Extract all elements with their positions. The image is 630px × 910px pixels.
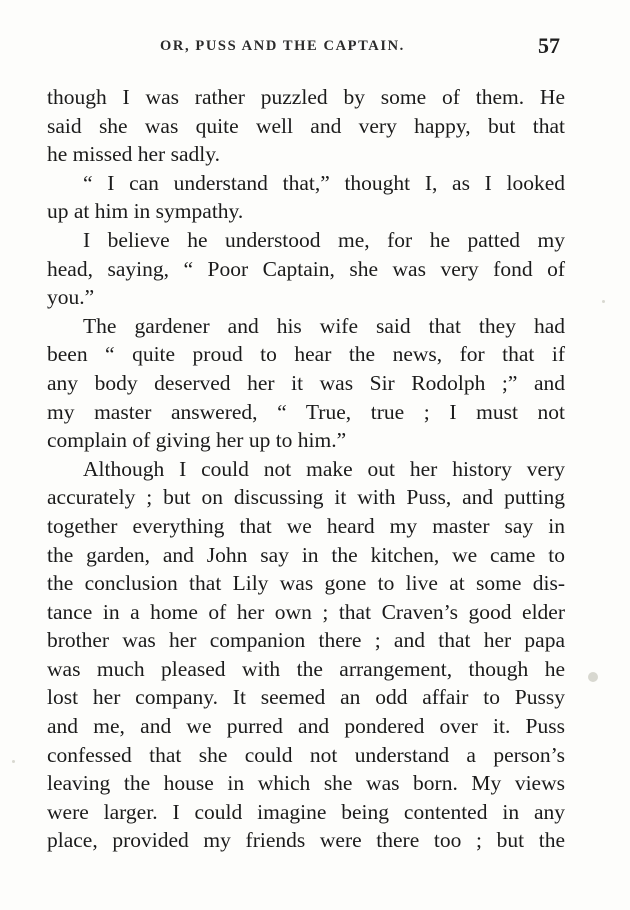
paper-speck (602, 300, 605, 303)
paper-speck (588, 672, 598, 682)
text-line: accurately ; but on discussing it with Puss, and putting (47, 485, 565, 510)
text-line: my master answered, “ True, true ; I must not (47, 399, 565, 424)
text-line: confessed that she could not understand a person’s (47, 742, 565, 767)
text-line: I believe he understood me, for he patted my (83, 227, 565, 252)
text-line: up at him in sympathy. (47, 199, 244, 224)
text-line: brother was her companion there ; and that her papa (47, 628, 565, 653)
body-text (47, 83, 565, 855)
text-line: he missed her sadly. (47, 142, 220, 167)
text-line: been “ quite proud to hear the news, for that if (47, 342, 565, 367)
text-line: though I was rather puzzled by some of them. He (47, 85, 565, 109)
text-line: place, provided my friends were there too ; but the (47, 828, 565, 853)
text-line: The gardener and his wife said that they had (83, 313, 565, 338)
text-line: were larger. I could imagine being contented in any (47, 799, 565, 824)
text-line: together everything that we heard my master say in (47, 513, 565, 538)
text-line: any body deserved her it was Sir Rodolph ;” and (47, 370, 565, 395)
text-line: tance in a home of her own ; that Craven’s good elder (47, 599, 565, 624)
text-line: leaving the house in which she was born. My views (47, 771, 565, 796)
paper-speck (12, 760, 15, 763)
text-line: said she was quite well and very happy, but that (47, 113, 565, 138)
running-head: OR, PUSS AND THE CAPTAIN. (160, 38, 405, 54)
text-line: complain of giving her up to him.” (47, 428, 347, 453)
text-line: the garden, and John say in the kitchen, we came to (47, 542, 565, 567)
text-line: head, saying, “ Poor Captain, she was very fond of (47, 256, 565, 281)
text-line: and me, and we purred and pondered over it. Puss (47, 714, 565, 739)
text-line: you.” (47, 285, 95, 310)
text-line: “ I can understand that,” thought I, as I looked (83, 170, 565, 195)
text-line: Although I could not make out her history very (83, 456, 565, 481)
text-line: the conclusion that Lily was gone to live at some dis- (47, 571, 565, 596)
page-number: 57 (538, 33, 560, 58)
text-line: lost her company. It seemed an odd affair to Pussy (47, 685, 565, 710)
text-line: was much pleased with the arrangement, though he (47, 656, 565, 681)
